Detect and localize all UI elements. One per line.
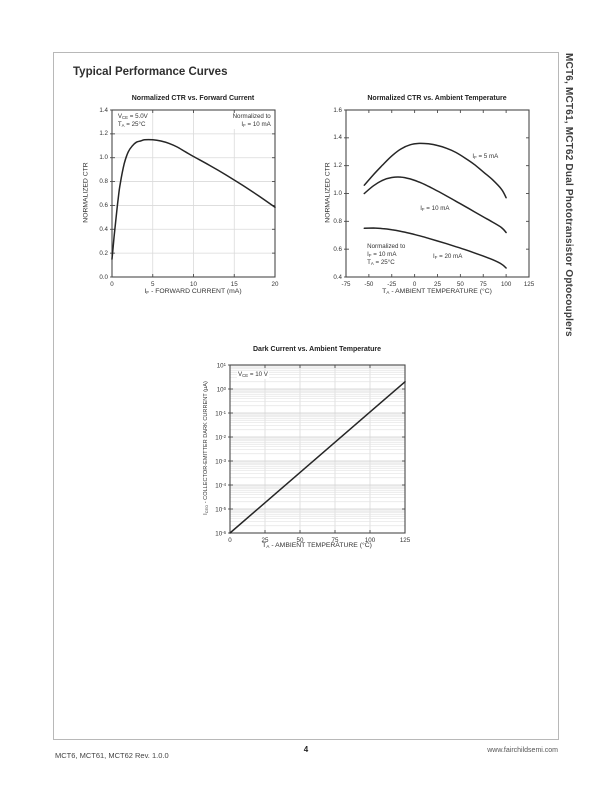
footer-page-number: 4 [303,745,309,754]
chart2-annotation-series-label-if-5ma: $I_F = 5$ mA [472,153,499,161]
y-tick-label: 1.6 [333,106,342,114]
y-tick-label: 1.4 [333,134,342,142]
chart2-title: Normalized CTR vs. Ambient Temperature [367,95,507,102]
chart2-y-axis-label: NORMALIZED CTR [324,162,332,223]
x-tick-label: -25 [387,281,397,288]
y-tick-label: $10^{-5}$ [215,505,226,514]
x-tick-label: 15 [230,281,238,288]
y-tick-label: 0.8 [99,178,108,186]
x-tick-label: 75 [331,537,339,544]
chart3-title: Dark Current vs. Ambient Temperature [253,346,381,353]
y-tick-label: 1.2 [333,162,342,170]
x-tick-label: 50 [456,281,464,288]
chart2-x-axis-label: $T_A$ - AMBIENT TEMPERATURE (°C) [382,288,492,297]
footer-revision: MCT6, MCT61, MCT62 Rev. 1.0.0 [55,751,169,760]
chart3-annotation-test-conditions: $V_{CE} = 10$ V [238,371,268,379]
chart3-x-axis-label: $T_A$ - AMBIENT TEMPERATURE (°C) [262,542,372,551]
y-tick-label: 0.2 [99,249,108,257]
y-tick-label: 1.2 [99,130,108,138]
chart1-annotation-normalization-note: Normalized to $I_F = 10$ mA [232,113,271,129]
chart1-annotation-test-conditions: $V_{CE} = 5.0V$ $T_A = 25^\circ C$ [117,113,148,129]
x-tick-label: 125 [399,537,411,544]
chart1-x-axis-label: $I_F$ - FORWARD CURRENT (mA) [144,288,242,297]
x-tick-label: 0 [412,281,417,288]
chart1-y-axis-label: NORMALIZED CTR [82,162,90,223]
chart2-annotation-series-label-if-20ma: $I_F = 20$ mA [433,253,463,261]
chart3-y-axis-label: $I_{CEO}$ - COLLECTOR-EMITTER DARK CURRENT (µA) [203,381,209,515]
y-tick-label: $10^0$ [216,385,226,394]
x-tick-label: 25 [261,537,269,544]
y-tick-label: $10^{-4}$ [215,481,226,490]
chart2-annotation-normalization-note: Normalized to $I_F = 10$ mA $T_A = 25^\circ C$ [367,242,406,267]
y-tick-label: $10^{-3}$ [215,457,226,466]
y-tick-label: 0.4 [333,273,342,281]
y-tick-label: 0.0 [99,273,108,281]
y-tick-label: 1.4 [99,106,108,114]
page-title: Typical Performance Curves [73,66,228,78]
x-tick-label: 20 [271,281,279,288]
x-tick-label: 0 [110,281,114,288]
x-tick-label: 50 [296,537,304,544]
y-tick-label: 1.0 [333,190,342,197]
y-tick-label: 0.6 [99,201,108,209]
y-tick-label: $10^{-2}$ [215,433,226,442]
x-tick-label: 100 [500,281,512,288]
chart2-annotation-series-label-if-10ma: $I_F = 10$ mA [420,205,450,213]
x-tick-label: 10 [190,281,197,288]
y-tick-label: 0.4 [99,225,108,233]
footer-website-link: www.fairchildsemi.com [487,747,558,754]
x-tick-label: 25 [434,281,441,288]
y-tick-label: 1.0 [99,154,108,162]
x-tick-label: 0 [228,537,232,544]
y-tick-label: 0.8 [333,217,342,225]
x-tick-label: -50 [364,281,374,288]
x-tick-label: 5 [151,281,155,288]
y-tick-label: $10^{-6}$ [215,529,226,538]
chart1-title: Normalized CTR vs. Forward Current [131,95,255,102]
x-tick-label: 75 [479,281,487,288]
sidebar-document-title: MCT6, MCT61, MCT62 Dual Phototransistor Optocouplers [563,53,574,337]
y-tick-label: $10^{-1}$ [215,409,226,418]
x-tick-label: 100 [364,537,376,544]
x-tick-label: -75 [341,281,351,288]
y-tick-label: 0.6 [333,245,342,253]
y-tick-label: $10^1$ [216,361,226,370]
x-tick-label: 125 [523,281,535,288]
